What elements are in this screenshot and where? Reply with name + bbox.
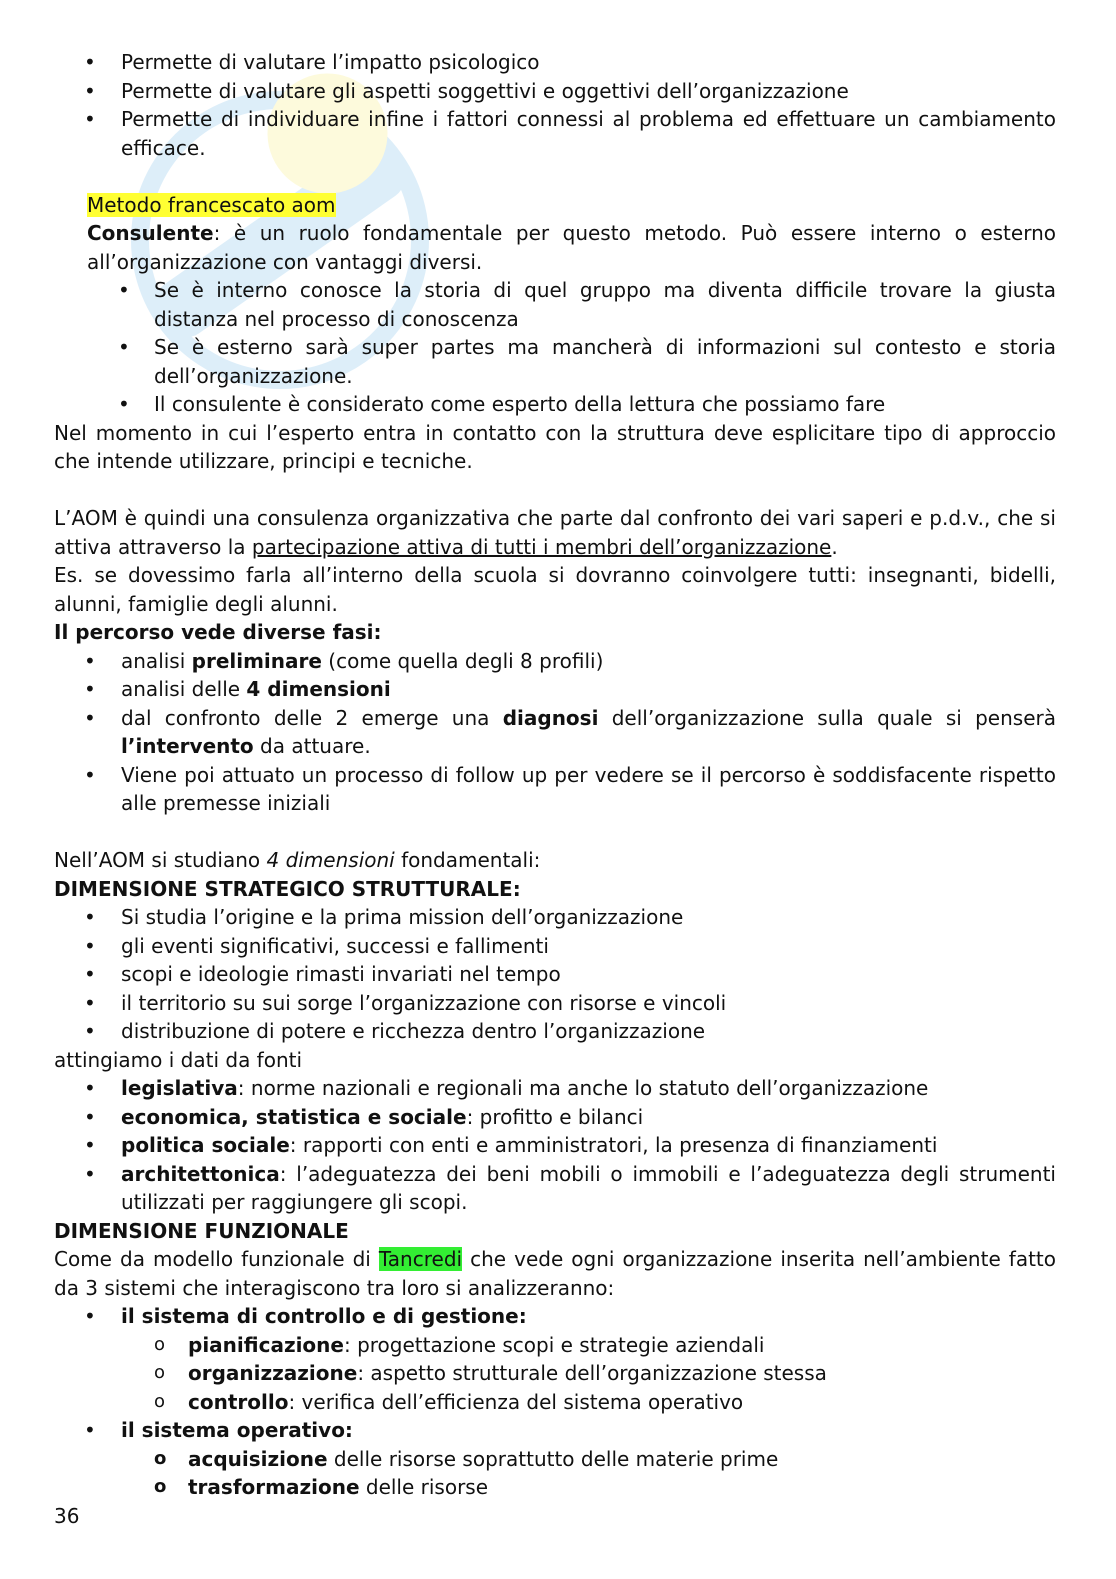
consultant-paragraph: Consulente: è un ruolo fondamentale per questo metodo. Può essere interno o esterno all’organizzazione con vantaggi diversi. [87,221,1056,274]
circle-bullet-icon: o [154,1390,166,1412]
bullet-icon: • [118,278,130,302]
bullet-icon: • [84,677,96,701]
bullet-icon: • [84,1019,96,1043]
list-item: • il sistema di controllo e di gestione: [54,1302,1056,1331]
page-number: 36 [54,1504,80,1528]
consultant-bullet-list [54,276,1056,419]
list-item: • il sistema operativo: [54,1416,1056,1445]
list-item: • Se è esterno sarà super partes ma mancherà di informazioni sul contesto e storia dell’organizzazione. [118,335,1056,388]
list-item: • analisi preliminare (come quella degli 8 profili) [54,647,1056,676]
sub-list-item: o pianificazione: progettazione scopi e strategie aziendali [54,1331,1056,1360]
phases-heading: Il percorso vede diverse fasi: [54,620,382,644]
top-bullet-list [54,48,1056,162]
sub-list-item: o trasformazione delle risorse [54,1473,1056,1502]
list-item: • Si studia l’origine e la prima mission dell’organizzazione [54,903,1056,932]
circle-bullet-icon: o [154,1333,166,1355]
dimensions-intro: Nell’AOM si studiano 4 dimensioni fondamentali: [54,848,541,872]
sub-list-item: o controllo: verifica dell’efficienza del sistema operativo [54,1388,1056,1417]
bullet-icon: • [84,962,96,986]
bullet-icon: • [118,392,130,416]
method-title: Metodo francescato aom [87,192,336,217]
bullet-icon: • [84,107,96,131]
bullet-icon: • [84,705,96,730]
sub-list-item: o acquisizione delle risorse soprattutto delle materie prime [54,1445,1056,1474]
list-item: • scopi e ideologie rimasti invariati nel tempo [54,960,1056,989]
list-item: • il territorio su sui sorge l’organizzazione con risorse e vincoli [54,989,1056,1018]
bullet-icon: • [84,1133,96,1157]
list-item: • Permette di valutare gli aspetti soggettivi e oggettivi dell’organizzazione [54,77,1056,106]
list-item: • gli eventi significativi, successi e fallimenti [54,932,1056,961]
phases-list [54,647,1056,818]
list-item: • Viene poi attuato un processo di follow up per vedere se il percorso è soddisfacente rispetto alle premesse iniziali [84,762,1056,815]
functional-intro: Come da modello funzionale di Tancredi che vede ogni organizzazione inserita nell’ambiente fatto da 3 sistemi che interagiscono tra loro si analizzeranno: [54,1247,1056,1300]
list-item: • dal confronto delle 2 emerge una diagnosi dell’organizzazione sulla quale si penserà l’intervento da attuare. [84,705,1056,758]
bullet-icon: • [84,648,96,673]
list-item: • analisi delle 4 dimensioni [54,675,1056,704]
bullet-icon: • [84,78,96,103]
bullet-icon: • [84,1418,96,1442]
functional-heading: DIMENSIONE FUNZIONALE [54,1218,349,1243]
list-item: • Il consulente è considerato come esperto della lettura che possiamo fare [54,390,1056,419]
circle-bullet-icon: o [154,1476,167,1497]
bullet-icon: • [84,905,96,929]
circle-bullet-icon: o [154,1447,167,1469]
list-item: • Permette di individuare infine i fattori connessi al problema ed effettuare un cambiamento efficace. [84,107,1056,160]
example-paragraph: Es. se dovessimo farla all’interno della scuola si dovranno coinvolgere tutti: insegnanti, bidelli, alunni, famiglie degli alunni. [54,563,1056,616]
circle-bullet-icon: o [154,1362,166,1383]
expert-paragraph: Nel momento in cui l’esperto entra in contatto con la struttura deve esplicitare tipo di approccio che intende utilizzare, principi e tecniche. [54,420,1056,473]
aom-paragraph: L’AOM è quindi una consulenza organizzativa che parte dal confronto dei vari saperi e p.d.v., che si attiva attraverso la partecipazione attiva di tutti i membri dell’organizzazione. [54,506,1056,559]
strategic-heading: DIMENSIONE STRATEGICO STRUTTURALE: [54,876,521,901]
bullet-icon: • [84,1304,96,1328]
bullet-icon: • [118,335,130,359]
document-page [54,48,1056,1502]
bullet-icon: • [84,933,96,958]
list-item: • architettonica: l’adeguatezza dei beni mobili o immobili e l’adeguatezza degli strumenti utilizzati per raggiungere gli scopi. [84,1161,1056,1214]
bullet-icon: • [84,990,96,1015]
bullet-icon: • [84,762,96,787]
list-item: • Se è interno conosce la storia di quel gruppo ma diventa difficile trovare la giusta distanza nel processo di conoscenza [118,278,1056,331]
list-item: • distribuzione di potere e ricchezza dentro l’organizzazione [54,1017,1056,1046]
list-item: • legislativa: norme nazionali e regionali ma anche lo statuto dell’organizzazione [54,1074,1056,1103]
sources-intro: attingiamo i dati da fonti [54,1047,303,1072]
sub-list-item: o organizzazione: aspetto strutturale dell’organizzazione stessa [54,1359,1056,1388]
list-item: • economica, statistica e sociale: profitto e bilanci [54,1103,1056,1132]
systems-list [54,1302,1056,1502]
bullet-icon: • [84,1161,96,1186]
list-item: • Permette di valutare l’impatto psicologico [54,48,1056,77]
bullet-icon: • [84,1104,96,1129]
strategic-list [54,903,1056,1046]
list-item: • politica sociale: rapporti con enti e amministratori, la presenza di finanziamenti [54,1131,1056,1160]
sources-list [54,1074,1056,1217]
bullet-icon: • [84,50,96,74]
bullet-icon: • [84,1076,96,1100]
